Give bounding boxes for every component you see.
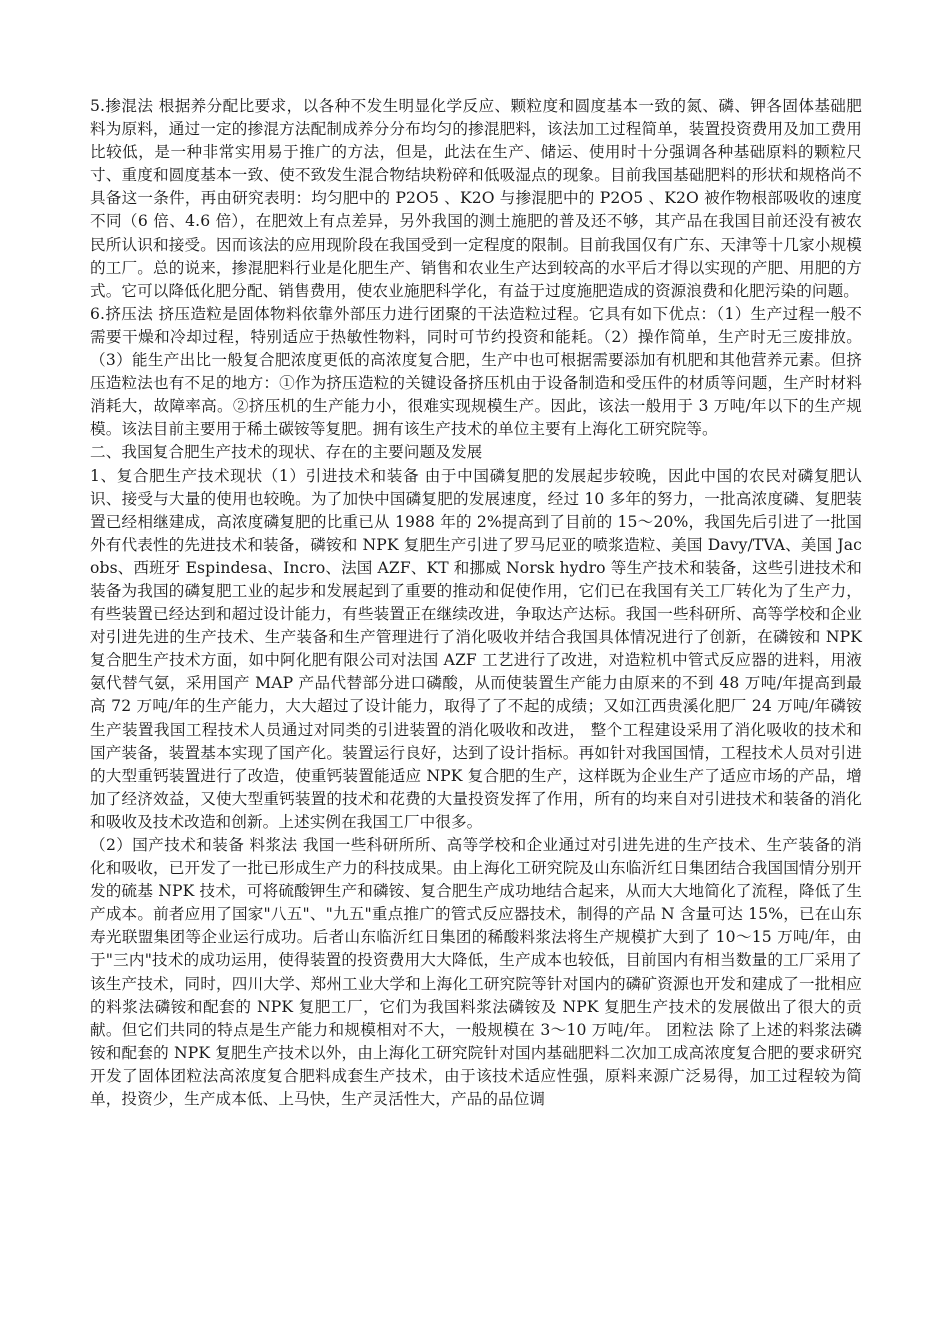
section-heading: 二、我国复合肥生产技术的现状、存在的主要问题及发展 [90,443,483,462]
paragraph-mixing-method: 5.掺混法 根据养分配比要求，以各种不发生明显化学反应、颗粒度和圆度基本一致的氮、磷、钾各固体基础肥料为原料，通过一定的掺混方法配制成养分分布均匀的掺混肥料，该法加工过程简单，装置投资费用及加工费用比较低，是一种非常实用易于推广的方法，但是，此法在生产、储运、使用时十分强调各种基础原料的颗粒尺寸、重度和圆度基本一致、使不致发生混合物结块粉碎和低吸湿点的现象。目前我国基础肥料的形状和规格尚不具备这一条件，再由研究表明：均匀肥中的 P2O5 、K2O 与掺混肥中的 P2O5 、K2O 被作物根部吸收的速度不同（6 倍、4.6 倍），在肥效上有点差异，另外我国的测土施肥的普及还不够，其产品在我国目前还没有被农民所认识和接受。因而该法的应用现阶段在我国受到一定程度的限制。目前我国仅有广东、天津等十几家小规模的工厂。总的说来，掺混肥料行业是化肥生产、销售和农业生产达到较高的水平后才得以实现的产肥、用肥的方式。它可以降低化肥分配、销售费用，使农业施肥科学化，有益于过度施肥造成的资源浪费和化肥污染的问题。 [90,97,862,300]
paragraph-imported-technology: 1、复合肥生产技术现状（1）引进技术和装备 由于中国磷复肥的发展起步较晚，因此中国的农民对磷复肥认识、接受与大量的使用也较晚。为了加快中国磷复肥的发展速度，经过 10 多年的努力，一批高浓度磷、复肥装置已经相继建成，高浓度磷复肥的比重已从 1988 年的 2%提高到了目前的 15～20%，我国先后引进了一批国外有代表性的先进技术和装备，磷铵和 NPK 复肥生产引进了罗马尼亚的喷浆造粒、美国 Davy/TVA、美国 Jacobs、西班牙 Espindesa、Incro、法国 AZF、KT 和挪威 Norsk hydro 等生产技术和装备，这些引进技术和装备为我国的磷复肥工业的起步和发展起到了重要的推动和促使作用，它们已在我国有关工厂转化为了生产力，有些装置已经达到和超过设计能力，有些装置正在继续改进，争取达产达标。我国一些科研所、高等学校和企业对引进先进的生产技术、生产装备和生产管理进行了消化吸收并结合我国具体情况进行了创新，在磷铵和 NPK 复合肥生产技术方面，如中阿化肥有限公司对法国 AZF 工艺进行了改进，对造粒机中管式反应器的进料，用液氨代替气氨，采用国产 MAP 产品代替部分进口磷酸，从而使装置生产能力由原来的不到 48 万吨/年提高到最高 72 万吨/年的生产能力，大大超过了设计能力，取得了了不起的成绩；又如江西贵溪化肥厂 24 万吨/年磷铵生产装置我国工程技术人员通过对同类的引进装置的消化吸收和改进， 整个工程建设采用了消化吸收的技术和国产装备，装置基本实现了国产化。装置运行良好，达到了设计指标。再如针对我国国情，工程技术人员对引进的大型重钙装置进行了改造，使重钙装置能适应 NPK 复合肥的生产，这样既为企业生产了适应市场的产品，增加了经济效益，又使大型重钙装置的技术和花费的大量投资发挥了作用，所有的均来自对引进技术和装备的消化和吸收及技术改造和创新。上述实例在我国工厂中很多。 [90,466,862,831]
document-body [90,95,862,1111]
paragraph-extrusion-method: 6.挤压法 挤压造粒是固体物料依靠外部压力进行团聚的干法造粒过程。它具有如下优点：（1）生产过程一般不需要干燥和冷却过程，特别适应于热敏性物料，同时可节约投资和能耗。（2）操作简单，生产时无三废排放。（3）能生产出比一般复合肥浓度更低的高浓度复合肥，生产中也可根据需要添加有机肥和其他营养元素。但挤压造粒法也有不足的地方：①作为挤压造粒的关键设备挤压机由于设备制造和受压件的材质等问题，生产时材料消耗大，故障率高。②挤压机的生产能力小，很难实现规模生产。因此，该法一般用于 3 万吨/年以下的生产规模。该法目前主要用于稀土碳铵等复肥。拥有该生产技术的单位主要有上海化工研究院等。 [90,304,862,439]
paragraph-domestic-technology: （2）国产技术和装备 料浆法 我国一些科研所所、高等学校和企业通过对引进先进的生产技术、生产装备的消化和吸收，已开发了一批已形成生产力的科技成果。由上海化工研究院及山东临沂红日集团结合我国国情分别开发的硫基 NPK 技术，可将硫酸钾生产和磷铵、复合肥生产成功地结合起来，从而大大地简化了流程，降低了生产成本。前者应用了国家"八五"、"九五"重点推广的管式反应器技术，制得的产品 N 含量可达 15%，已在山东寿光联盟集团等企业运行成功。后者山东临沂红日集团的稀酸料浆法将生产规模扩大到了 10～15 万吨/年，由于"三内"技术的成功运用，使得装置的投资费用大大降低，生产成本也较低，目前国内有相当数量的工厂采用了该生产技术，同时，四川大学、郑州工业大学和上海化工研究院等针对国内的磷矿资源也开发和建成了一批相应的料浆法磷铵和配套的 NPK 复肥工厂，它们为我国料浆法磷铵及 NPK 复肥生产技术的发展做出了很大的贡献。但它们共同的特点是生产能力和规模相对不大，一般规模在 3～10 万吨/年。 团粒法 除了上述的料浆法磷铵和配套的 NPK 复肥生产技术以外，由上海化工研究院针对国内基础肥料二次加工成高浓度复合肥的要求研究开发了固体团粒法高浓度复合肥料成套生产技术，由于该技术适应性强，原料来源广泛易得，加工过程较为简单，投资少，生产成本低、上马快，生产灵活性大，产品的品位调 [90,836,862,1109]
